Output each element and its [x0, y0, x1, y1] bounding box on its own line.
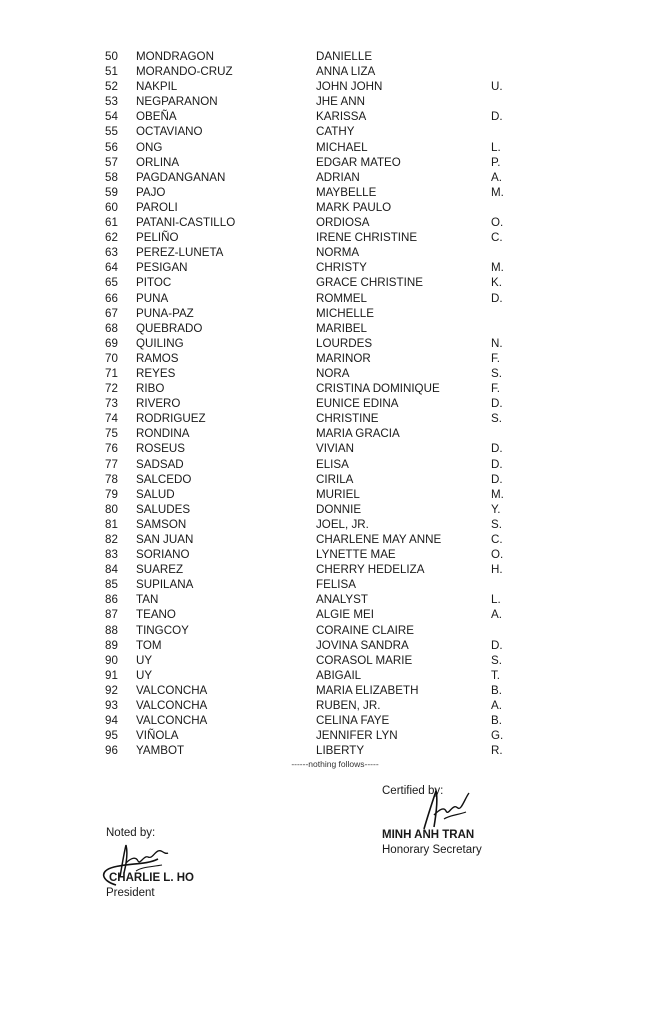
- member-row: [0, 185, 670, 200]
- member-middle-initial: A.: [491, 170, 502, 184]
- certified-by-label: Certified by:: [382, 785, 444, 797]
- member-row: [0, 502, 670, 517]
- member-number: 81: [105, 517, 118, 531]
- member-first-name: ORDIOSA: [316, 216, 370, 230]
- member-number: 89: [105, 638, 118, 652]
- member-last-name: PUNA: [136, 291, 169, 305]
- member-number: 61: [105, 216, 118, 230]
- member-last-name: TAN: [136, 593, 159, 607]
- member-number: 65: [105, 276, 118, 290]
- member-number: 66: [105, 291, 118, 305]
- member-first-name: CHARLENE MAY ANNE: [316, 533, 442, 546]
- member-number: 56: [105, 140, 118, 154]
- member-last-name: RODRIGUEZ: [136, 412, 206, 426]
- member-middle-initial: O.: [491, 548, 504, 562]
- member-first-name: ELISA: [316, 457, 349, 471]
- member-first-name: NORMA: [316, 246, 360, 260]
- member-middle-initial: D.: [491, 472, 503, 486]
- member-number: 55: [105, 125, 118, 139]
- member-first-name: MARK PAULO: [316, 200, 392, 214]
- member-first-name: MICHELLE: [316, 306, 374, 320]
- member-number: 93: [105, 699, 118, 713]
- member-middle-initial: D.: [491, 457, 503, 471]
- member-middle-initial: M.: [491, 185, 504, 199]
- member-row: [0, 472, 670, 487]
- member-row: [0, 562, 670, 577]
- member-number: 57: [105, 155, 118, 169]
- member-last-name: TOM: [136, 638, 162, 652]
- member-number: 90: [105, 653, 118, 667]
- secretary-name: MINH ANH TRAN: [382, 829, 475, 841]
- member-middle-initial: L.: [491, 593, 501, 607]
- member-row: [0, 457, 670, 472]
- member-first-name: JOEL, JR.: [316, 517, 369, 531]
- member-last-name: SORIANO: [136, 548, 190, 562]
- member-middle-initial: P.: [491, 155, 501, 169]
- member-first-name: FELISA: [316, 578, 356, 592]
- member-row: [0, 170, 670, 185]
- member-middle-initial: S.: [491, 366, 502, 380]
- president-title: President: [106, 887, 155, 899]
- member-number: 76: [105, 442, 118, 456]
- member-row: [0, 487, 670, 502]
- member-last-name: VALCONCHA: [136, 683, 208, 697]
- member-first-name: CORAINE CLAIRE: [316, 623, 414, 637]
- member-first-name: CRISTINA DOMINIQUE: [316, 382, 440, 396]
- member-number: 82: [105, 533, 118, 546]
- member-last-name: SALCEDO: [136, 472, 192, 486]
- member-number: 85: [105, 578, 118, 592]
- member-last-name: VALCONCHA: [136, 714, 208, 728]
- member-number: 62: [105, 231, 118, 245]
- member-middle-initial: G.: [491, 729, 504, 743]
- member-middle-initial: S.: [491, 517, 502, 531]
- member-middle-initial: D.: [491, 110, 503, 124]
- member-middle-initial: R.: [491, 744, 503, 758]
- member-last-name: RAMOS: [136, 351, 179, 365]
- member-first-name: JOHN JOHN: [316, 80, 383, 94]
- member-middle-initial: F.: [491, 351, 501, 365]
- member-first-name: CHRISTY: [316, 261, 367, 275]
- member-middle-initial: D.: [491, 442, 503, 456]
- member-row: [0, 140, 670, 155]
- member-row: [0, 306, 670, 321]
- member-middle-initial: C.: [491, 533, 503, 546]
- member-number: 91: [105, 668, 118, 682]
- member-middle-initial: U.: [491, 80, 503, 94]
- member-first-name: NORA: [316, 366, 350, 380]
- member-middle-initial: Y.: [491, 502, 501, 516]
- nothing-follows-note: ------nothing follows-----: [291, 759, 379, 769]
- member-last-name: ROSEUS: [136, 442, 185, 456]
- member-first-name: MICHAEL: [316, 140, 368, 154]
- member-middle-initial: H.: [491, 563, 503, 577]
- member-first-name: MARIA GRACIA: [316, 427, 400, 441]
- member-first-name: JOVINA SANDRA: [316, 638, 409, 652]
- member-row: [0, 713, 670, 728]
- member-middle-initial: A.: [491, 608, 502, 622]
- member-row: [0, 547, 670, 562]
- member-number: 86: [105, 593, 118, 607]
- member-first-name: CORASOL MARIE: [316, 653, 413, 667]
- member-first-name: DANIELLE: [316, 50, 373, 63]
- member-first-name: ROMMEL: [316, 291, 367, 305]
- member-row: [0, 230, 670, 245]
- member-list: [0, 49, 670, 758]
- member-first-name: ALGIE MEI: [316, 608, 374, 622]
- member-number: 73: [105, 397, 118, 411]
- member-first-name: VIVIAN: [316, 442, 355, 456]
- member-number: 79: [105, 487, 118, 501]
- member-row: [0, 321, 670, 336]
- president-name: CHARLIE L. HO: [109, 872, 194, 884]
- member-number: 60: [105, 200, 118, 214]
- member-last-name: REYES: [136, 366, 176, 380]
- member-first-name: MARIA ELIZABETH: [316, 683, 419, 697]
- member-row: [0, 381, 670, 396]
- member-row: [0, 94, 670, 109]
- member-last-name: OCTAVIANO: [136, 125, 203, 139]
- member-last-name: PAJO: [136, 185, 166, 199]
- member-row: [0, 200, 670, 215]
- member-last-name: PAROLI: [136, 200, 178, 214]
- member-last-name: UY: [136, 653, 153, 667]
- member-row: [0, 668, 670, 683]
- member-last-name: MONDRAGON: [136, 50, 214, 63]
- member-middle-initial: M.: [491, 261, 504, 275]
- member-number: 84: [105, 563, 118, 577]
- member-last-name: NAKPIL: [136, 80, 178, 94]
- member-first-name: JHE ANN: [316, 95, 365, 109]
- member-last-name: NEGPARANON: [136, 95, 218, 109]
- member-row: [0, 275, 670, 290]
- member-row: [0, 517, 670, 532]
- member-row: [0, 683, 670, 698]
- member-first-name: KARISSA: [316, 110, 367, 124]
- member-middle-initial: C.: [491, 231, 503, 245]
- member-row: [0, 396, 670, 411]
- member-last-name: VIÑOLA: [136, 729, 179, 743]
- member-last-name: PAGDANGANAN: [136, 170, 226, 184]
- member-last-name: ONG: [136, 140, 163, 154]
- member-first-name: EUNICE EDINA: [316, 397, 399, 411]
- member-row: [0, 623, 670, 638]
- member-middle-initial: D.: [491, 638, 503, 652]
- member-row: [0, 366, 670, 381]
- member-row: [0, 653, 670, 668]
- member-number: 67: [105, 306, 118, 320]
- member-first-name: ANNA LIZA: [316, 65, 376, 79]
- secretary-title: Honorary Secretary: [382, 844, 482, 856]
- member-last-name: SUAREZ: [136, 563, 184, 577]
- member-middle-initial: D.: [491, 291, 503, 305]
- member-row: [0, 260, 670, 275]
- member-number: 64: [105, 261, 118, 275]
- member-number: 58: [105, 170, 118, 184]
- member-row: [0, 215, 670, 230]
- member-row: [0, 638, 670, 653]
- member-middle-initial: K.: [491, 276, 502, 290]
- member-row: [0, 532, 670, 547]
- member-row: [0, 743, 670, 758]
- member-first-name: ABIGAIL: [316, 668, 362, 682]
- member-last-name: OBEÑA: [136, 110, 177, 124]
- member-number: 87: [105, 608, 118, 622]
- member-middle-initial: A.: [491, 699, 502, 713]
- member-last-name: PELIÑO: [136, 231, 179, 245]
- member-last-name: TEANO: [136, 608, 176, 622]
- member-last-name: PEREZ-LUNETA: [136, 246, 224, 260]
- member-number: 78: [105, 472, 118, 486]
- member-last-name: ORLINA: [136, 155, 180, 169]
- member-number: 94: [105, 714, 118, 728]
- member-row: [0, 336, 670, 351]
- member-first-name: CATHY: [316, 125, 355, 139]
- member-first-name: MURIEL: [316, 487, 360, 501]
- member-last-name: SADSAD: [136, 457, 184, 471]
- member-first-name: CIRILA: [316, 472, 354, 486]
- member-number: 72: [105, 382, 118, 396]
- member-first-name: IRENE CHRISTINE: [316, 231, 418, 245]
- member-first-name: GRACE CHRISTINE: [316, 276, 423, 290]
- member-last-name: MORANDO-CRUZ: [136, 65, 233, 79]
- member-last-name: SUPILANA: [136, 578, 194, 592]
- noted-by-label: Noted by:: [106, 827, 156, 839]
- member-last-name: PITOC: [136, 276, 172, 290]
- member-last-name: RIBO: [136, 382, 165, 396]
- member-row: [0, 441, 670, 456]
- member-row: [0, 49, 670, 64]
- member-number: 63: [105, 246, 118, 260]
- member-number: 68: [105, 321, 118, 335]
- member-first-name: CELINA FAYE: [316, 714, 390, 728]
- member-number: 77: [105, 457, 118, 471]
- member-last-name: PATANI-CASTILLO: [136, 216, 236, 230]
- member-last-name: RONDINA: [136, 427, 190, 441]
- member-middle-initial: T.: [491, 668, 501, 682]
- member-first-name: DONNIE: [316, 502, 362, 516]
- member-last-name: TINGCOY: [136, 623, 189, 637]
- member-first-name: JENNIFER LYN: [316, 729, 398, 743]
- member-first-name: LOURDES: [316, 336, 373, 350]
- member-middle-initial: O.: [491, 216, 504, 230]
- member-number: 54: [105, 110, 118, 124]
- member-middle-initial: B.: [491, 683, 502, 697]
- member-middle-initial: S.: [491, 653, 502, 667]
- member-last-name: QUEBRADO: [136, 321, 203, 335]
- member-row: [0, 728, 670, 743]
- member-middle-initial: S.: [491, 412, 502, 426]
- member-middle-initial: M.: [491, 487, 504, 501]
- member-row: [0, 577, 670, 592]
- member-first-name: RUBEN, JR.: [316, 699, 381, 713]
- member-first-name: MARINOR: [316, 351, 371, 365]
- member-first-name: LYNETTE MAE: [316, 548, 396, 562]
- member-row: [0, 607, 670, 622]
- member-number: 88: [105, 623, 118, 637]
- member-first-name: MAYBELLE: [316, 185, 377, 199]
- member-number: 51: [105, 65, 118, 79]
- member-first-name: LIBERTY: [316, 744, 365, 758]
- member-number: 70: [105, 351, 118, 365]
- member-row: [0, 64, 670, 79]
- member-row: [0, 245, 670, 260]
- member-last-name: RIVERO: [136, 397, 181, 411]
- member-row: [0, 351, 670, 366]
- member-first-name: CHRISTINE: [316, 412, 379, 426]
- member-middle-initial: N.: [491, 336, 503, 350]
- member-last-name: YAMBOT: [136, 744, 185, 758]
- member-middle-initial: B.: [491, 714, 502, 728]
- member-number: 95: [105, 729, 118, 743]
- member-middle-initial: F.: [491, 382, 501, 396]
- member-last-name: VALCONCHA: [136, 699, 208, 713]
- member-number: 53: [105, 95, 118, 109]
- member-row: [0, 592, 670, 607]
- member-number: 50: [105, 50, 118, 63]
- member-middle-initial: L.: [491, 140, 501, 154]
- member-number: 71: [105, 366, 118, 380]
- member-row: [0, 698, 670, 713]
- member-number: 59: [105, 185, 118, 199]
- member-first-name: CHERRY HEDELIZA: [316, 563, 425, 577]
- member-number: 83: [105, 548, 118, 562]
- member-first-name: ANALYST: [316, 593, 368, 607]
- member-first-name: ADRIAN: [316, 170, 360, 184]
- member-number: 80: [105, 502, 118, 516]
- member-number: 75: [105, 427, 118, 441]
- member-row: [0, 79, 670, 94]
- member-row: [0, 411, 670, 426]
- member-middle-initial: D.: [491, 397, 503, 411]
- member-row: [0, 426, 670, 441]
- member-last-name: QUILING: [136, 336, 184, 350]
- member-last-name: SALUDES: [136, 502, 191, 516]
- member-number: 69: [105, 336, 118, 350]
- member-row: [0, 124, 670, 139]
- member-last-name: SAN JUAN: [136, 533, 194, 546]
- member-last-name: SAMSON: [136, 517, 187, 531]
- member-number: 96: [105, 744, 118, 758]
- member-number: 92: [105, 683, 118, 697]
- secretary-signature: [414, 785, 474, 831]
- member-last-name: SALUD: [136, 487, 175, 501]
- member-number: 74: [105, 412, 118, 426]
- member-row: [0, 109, 670, 124]
- member-last-name: PUNA-PAZ: [136, 306, 194, 320]
- member-number: 52: [105, 80, 118, 94]
- member-first-name: EDGAR MATEO: [316, 155, 401, 169]
- member-last-name: PESIGAN: [136, 261, 188, 275]
- member-row: [0, 291, 670, 306]
- member-last-name: UY: [136, 668, 153, 682]
- member-first-name: MARIBEL: [316, 321, 367, 335]
- member-row: [0, 155, 670, 170]
